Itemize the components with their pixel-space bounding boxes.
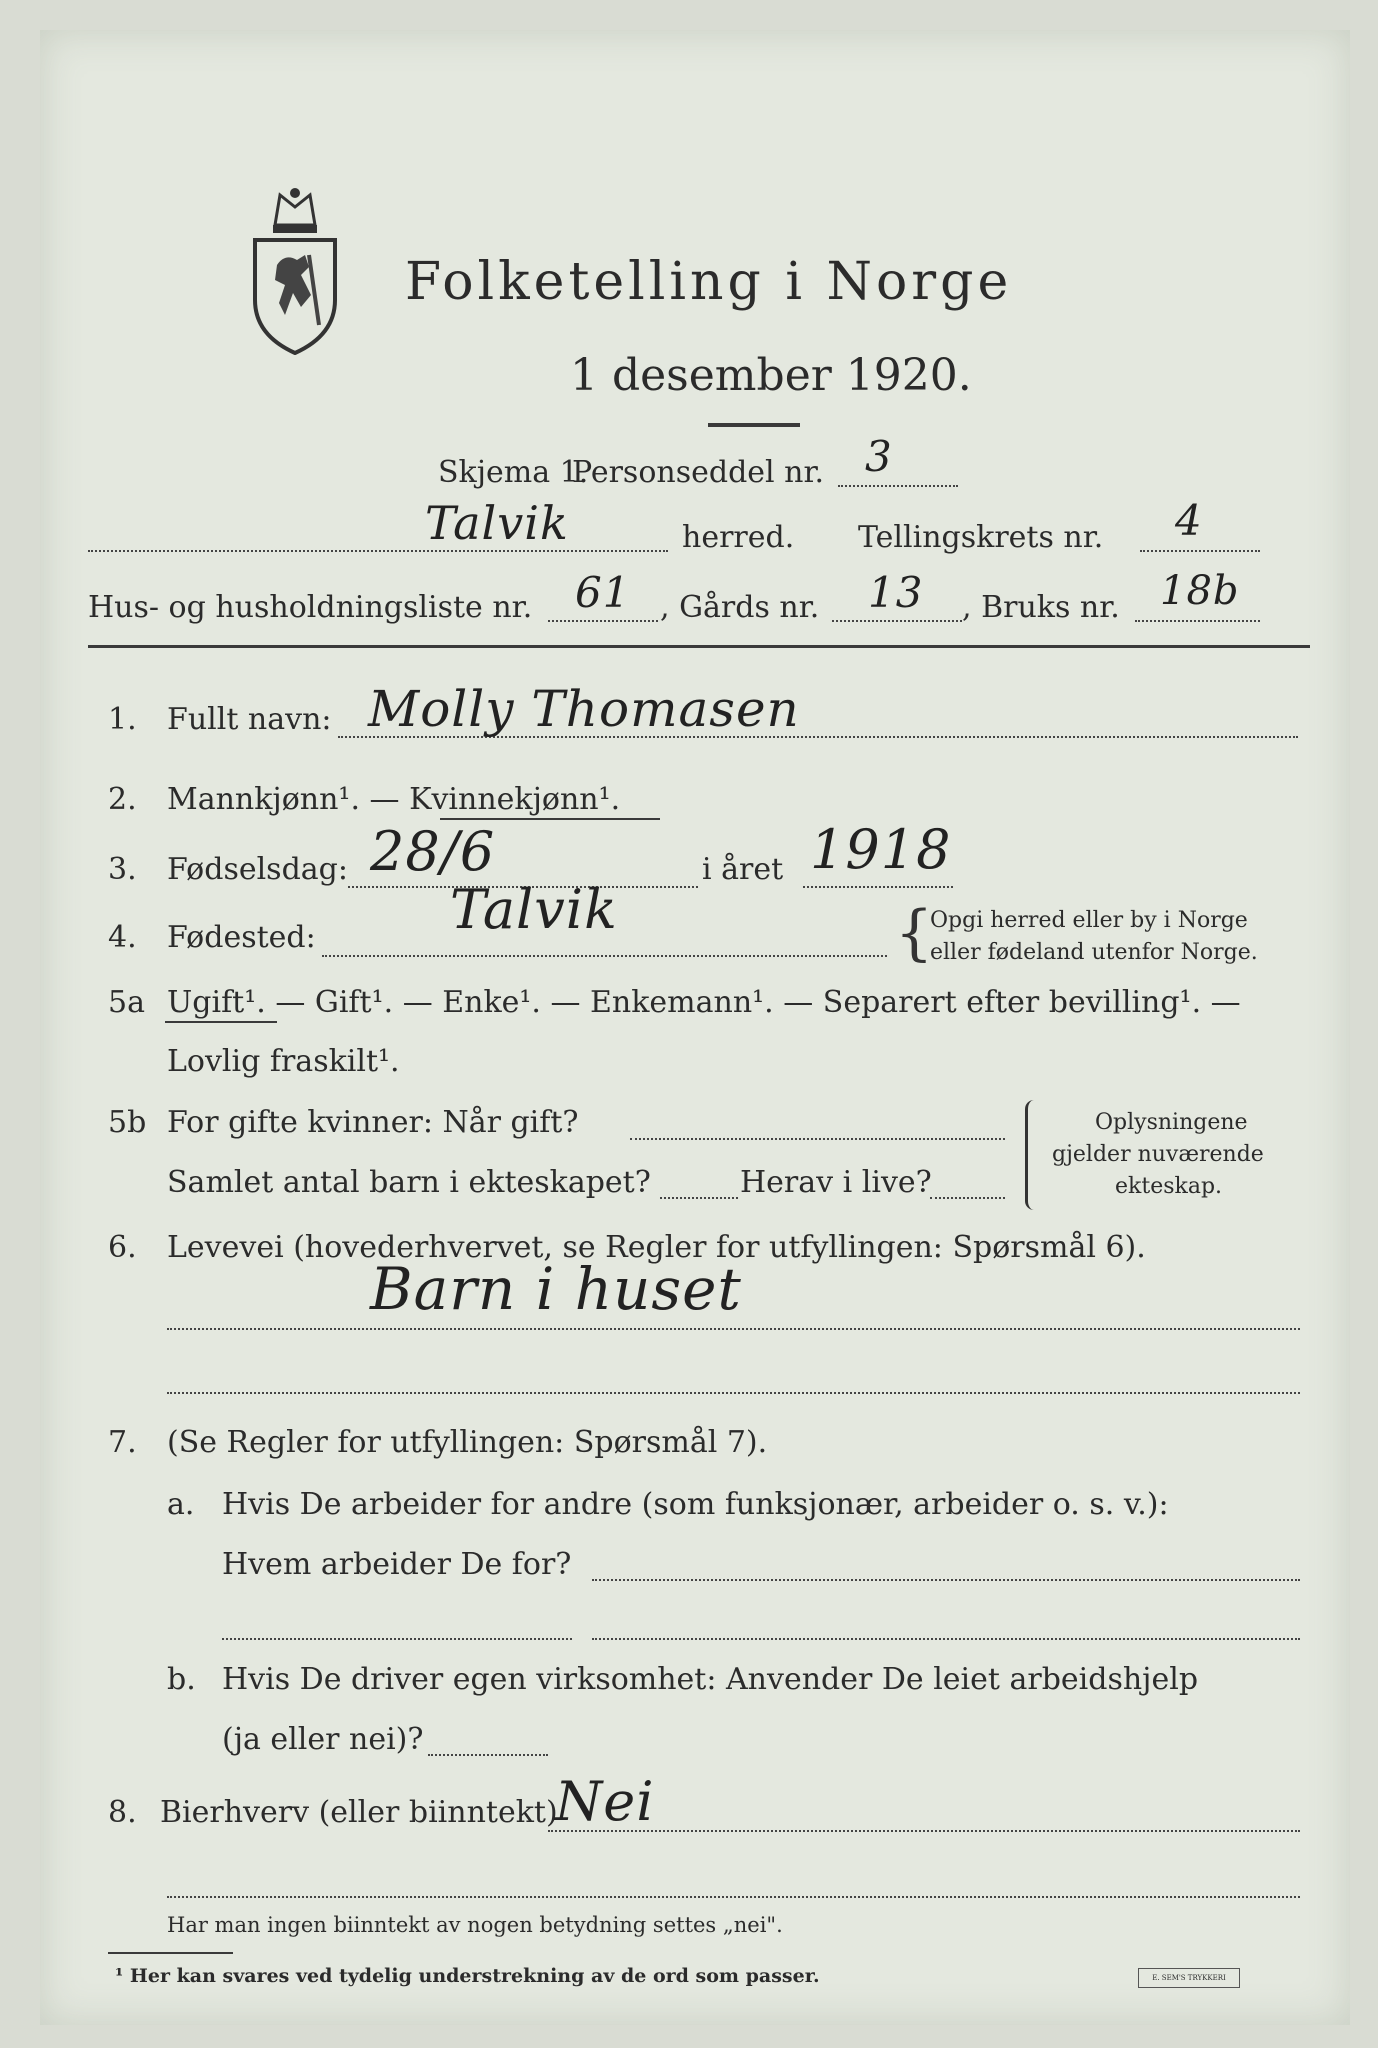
q4-number: 4. [108, 920, 137, 955]
tellingskrets-value: 4 [1175, 496, 1203, 545]
marriage-note-3: ekteskap. [1115, 1174, 1223, 1199]
q7a-number: a. [167, 1487, 195, 1522]
hus-value: 61 [575, 568, 631, 617]
birthplace-note-1: Opgi herred eller by i Norge [930, 908, 1248, 933]
herred-value: Talvik [425, 496, 569, 550]
footer-note: Har man ingen biinntekt av nogen betydning settes „nei". [167, 1913, 783, 1937]
year-line [803, 886, 953, 888]
hired-help-line [428, 1754, 548, 1756]
q6-number: 6. [108, 1230, 137, 1265]
q5b-number: 5b [108, 1105, 147, 1140]
gards-value: 13 [868, 568, 924, 617]
occupation-value: Barn i huset [370, 1255, 742, 1323]
census-date: 1 desember 1920. [570, 350, 972, 401]
hus-line [548, 620, 658, 622]
gards-line [832, 620, 962, 622]
form-title: Folketelling i Norge [405, 252, 1013, 312]
marital-status-options: Ugift¹. — Gift¹. — Enke¹. — Enkemann¹. — Separert efter bevilling¹. — [167, 985, 1241, 1020]
q3-label: Fødselsdag: [167, 852, 348, 887]
q7b-line-2: (ja eller nei)? [222, 1722, 424, 1757]
birth-year-value: 1918 [810, 818, 952, 881]
herred-label: herred. [682, 520, 795, 555]
full-name-value: Molly Thomasen [368, 680, 800, 738]
occupation-line-2 [167, 1392, 1300, 1394]
bruks-line [1135, 620, 1260, 622]
q7-label: (Se Regler for utfyllingen: Spørsmål 7). [167, 1425, 768, 1460]
q8-label: Bierhverv (eller biinntekt) [160, 1795, 558, 1830]
personseddel-label: Personseddel nr. [572, 455, 825, 490]
ugift-underline [165, 1021, 277, 1023]
q5b-married-label: For gifte kvinner: Når gift? [167, 1105, 579, 1140]
year-label: i året [702, 852, 784, 887]
q7b-number: b. [167, 1662, 196, 1697]
q1-number: 1. [108, 702, 137, 737]
occupation-line-1 [167, 1328, 1300, 1330]
header-separator [88, 645, 1310, 648]
q6-label: Levevei (hovederhvervet, se Regler for utfyllingen: Spørsmål 6). [167, 1230, 1146, 1265]
side-income-line-2 [167, 1896, 1300, 1898]
q5a-number: 5a [108, 985, 145, 1020]
bruks-value: 18b [1160, 568, 1240, 614]
marital-status-options-2: Lovlig fraskilt¹. [167, 1044, 400, 1079]
q7b-line-1: Hvis De driver egen virksomhet: Anvender De leiet arbeidshjelp [222, 1662, 1199, 1697]
married-date-line [630, 1138, 1005, 1140]
personseddel-value: 3 [865, 432, 893, 481]
q1-label: Fullt navn: [167, 702, 332, 737]
employer-line-2a [222, 1638, 572, 1640]
footnote: ¹ Her kan svares ved tydelig understrekning av de ord som passer. [115, 1965, 820, 1987]
q4-label: Fødested: [167, 920, 316, 955]
birthplace-brace: { [895, 898, 934, 968]
personseddel-line [838, 485, 958, 487]
marriage-note-bracket [1025, 1100, 1034, 1210]
birthplace-line [322, 955, 887, 957]
census-form-page [40, 30, 1350, 2025]
q7-number: 7. [108, 1425, 137, 1460]
birthdate-value: 28/6 [370, 820, 496, 883]
bruks-label: , Bruks nr. [962, 590, 1120, 625]
tellingskrets-line [1140, 550, 1260, 552]
tellingskrets-label: Tellingskrets nr. [858, 520, 1104, 555]
q2-number: 2. [108, 782, 137, 817]
q7a-line-2: Hvem arbeider De for? [222, 1547, 572, 1582]
alive-line [930, 1197, 1005, 1199]
marriage-note-1: Oplysningene [1095, 1110, 1248, 1135]
herred-line [88, 550, 668, 552]
gards-label: , Gårds nr. [660, 590, 820, 625]
birthplace-value: Talvik [450, 878, 618, 941]
employer-line-2b [592, 1638, 1300, 1640]
q5b-children-label: Samlet antal barn i ekteskapet? [167, 1165, 651, 1200]
printer-stamp: E. SEM'S TRYKKERI [1138, 1968, 1240, 1988]
q3-number: 3. [108, 852, 137, 887]
hus-label: Hus- og husholdningsliste nr. [88, 590, 533, 625]
q8-number: 8. [108, 1795, 137, 1830]
side-income-value: Nei [555, 1770, 655, 1833]
marriage-note-2: gjelder nuværende [1052, 1142, 1264, 1167]
birthplace-note-2: eller fødeland utenfor Norge. [930, 940, 1258, 965]
gender-options: Mannkjønn¹. — Kvinnekjønn¹. [167, 782, 621, 817]
q5b-alive-label: Herav i live? [740, 1165, 932, 1200]
q7a-line-1: Hvis De arbeider for andre (som funksjonær, arbeider o. s. v.): [222, 1487, 1169, 1522]
employer-line-1 [592, 1579, 1300, 1581]
coat-of-arms-icon [245, 185, 345, 355]
side-income-line [548, 1830, 1300, 1832]
children-line [660, 1197, 738, 1199]
skjema-label: Skjema 1. [438, 455, 589, 490]
title-divider [708, 423, 800, 427]
footnote-rule [108, 1952, 233, 1954]
